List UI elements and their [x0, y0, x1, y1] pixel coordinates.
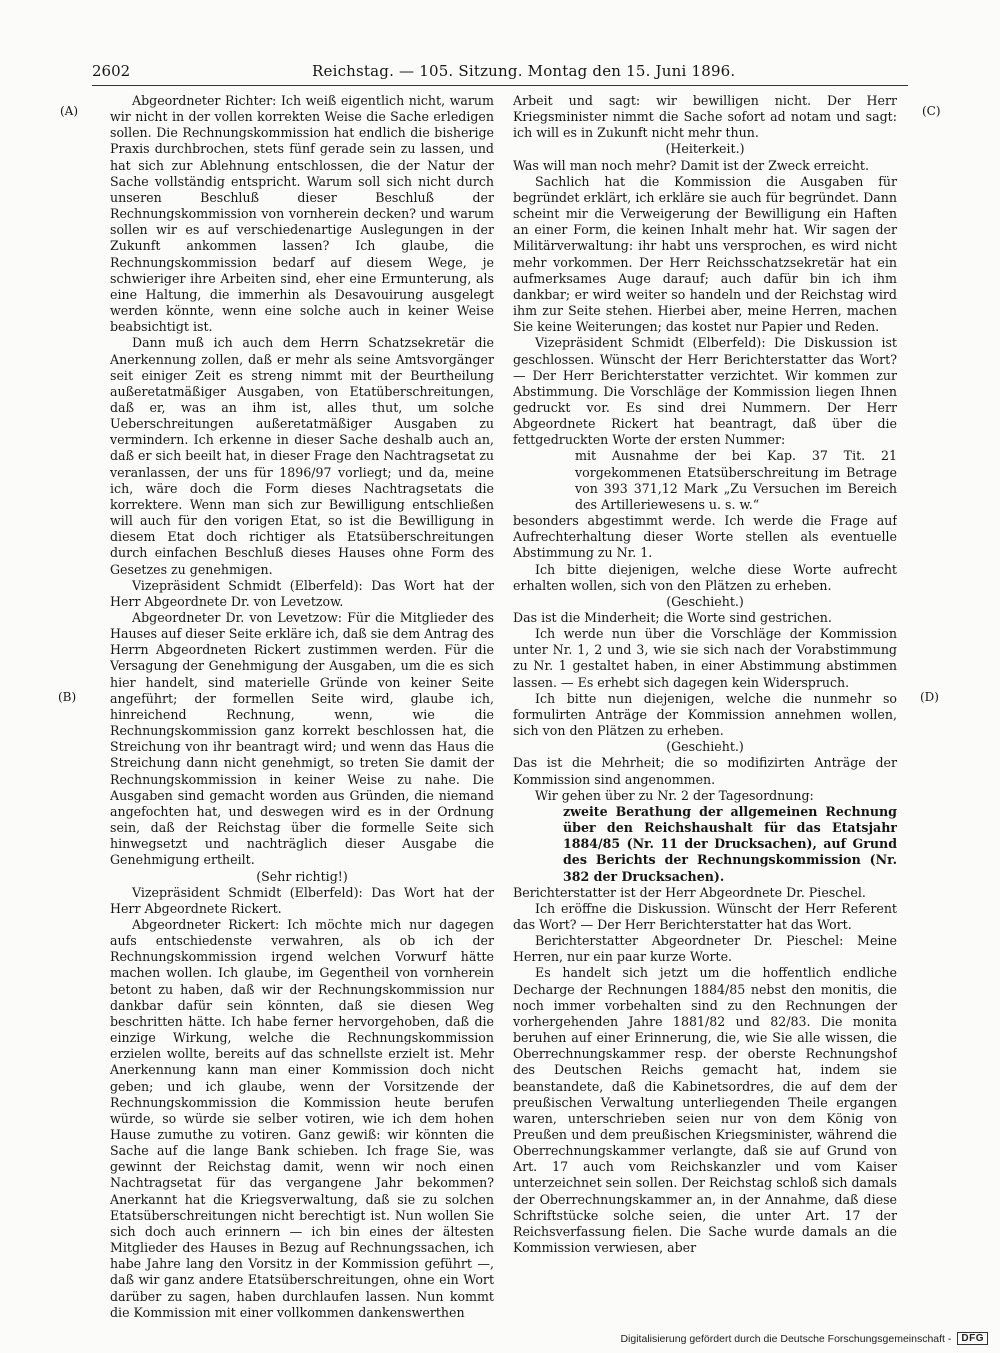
- right-column: [513, 93, 897, 1323]
- page-header: [0, 60, 1000, 86]
- margin-marker-b: (B): [58, 690, 77, 704]
- paragraph: Wir gehen über zu Nr. 2 der Tagesordnung:: [535, 787, 814, 803]
- paragraph: Abgeordneter Rickert: Ich möchte mich nur dagegen aufs entschiedenste verwahren, als ob ich der Rechnungskommission irgend welchen Vorwurf hätte machen wollen. Ich glaube, im Gegentheil von vornherein betont zu haben, daß wir der Rechnungskommission nur dankbar dafür sein könnten, daß sie diesen Weg beschritten hätte. Ich habe ferner hervorgehoben, daß die einzige Wirkung, welche die Rechnungskommission erzielen wollte, bereits auf das schnellste erzielt ist. Mehr Anerkennung kann man einer Kommission doch nicht geben; und ich glaube, wenn der Vorsitzende der Rechnungskommission die Kommission heute berufen würde, so würde sie selber votiren, wie ich dem hohen Hause zumuthe zu votiren. Ganz gewiß: wir könnten die Sache auf die lange Bank schieben. Ich frage Sie, was gewinnt der Reichstag damit, wenn wir noch einen Nachtragsetat für das vergangene Jahr bekommen? Anerkannt hat die Kriegsverwaltung, daß sie zu solchen Etatsüberschreitungen nicht berechtigt ist. Nun wollen Sie sich doch auch erinnern — ich bin eines der ältesten Mitglieder des Hauses in Bezug auf Rechnungssachen, ich habe Jahre lang den Vorsitz in der Kommission geführt —, daß wir ganz andere Etatsüberschreitungen, ohne ein Wort darüber zu sagen, haben durchlaufen lassen. Nun kommt die Kommission mit einer vollkommen dankenswerthen: [110, 916, 494, 1320]
- header-rule: [92, 85, 908, 86]
- agenda-item: [513, 804, 897, 885]
- footer: [620, 1332, 988, 1345]
- paragraph: Das ist die Mehrheit; die so modifizirten Anträge der Kommission sind angenommen.: [513, 755, 897, 787]
- paragraph: Berichterstatter ist der Herr Abgeordnete Dr. Pieschel.: [513, 884, 866, 900]
- margin-marker-c: (C): [922, 104, 941, 118]
- interjection: (Heiterkeit.): [665, 141, 745, 157]
- paragraph: Berichterstatter Abgeordneter Dr. Pieschel: Meine Herren, nur ein paar kurze Worte.: [513, 933, 897, 965]
- paragraph: Ich werde nun über die Vorschläge der Kommission unter Nr. 1, 2 und 3, wie sie sich nach der Vorabstimmung zu Nr. 1 gestaltet haben, in einer Abstimmung abstimmen lassen. — Es erhebt sich dagegen kein Widerspruch.: [513, 626, 897, 690]
- running-title: Reichstag. — 105. Sitzung. Montag den 15. Juni 1896.: [312, 62, 736, 80]
- paragraph: Arbeit und sagt: wir bewilligen nicht. Der Herr Kriegsminister nimmt die Sache sofort ad notam und sagt: ich will es in Zukunft nicht mehr thun.: [513, 93, 897, 141]
- paragraph: besonders abgestimmt werde. Ich werde die Frage auf Aufrechterhaltung dieser Worte stellen als eventuelle Abstimmung zu Nr. 1.: [513, 513, 897, 561]
- paragraph: Ich bitte diejenigen, welche diese Worte aufrecht erhalten wollen, sich von den Plätzen zu erheben.: [513, 561, 897, 593]
- paragraph: Vizepräsident Schmidt (Elberfeld): Das Wort hat der Herr Abgeordnete Dr. von Levetzow.: [110, 577, 494, 609]
- left-column: [110, 93, 494, 1323]
- paragraph: Ich eröffne die Diskussion. Wünscht der Herr Referent das Wort? — Der Herr Berichterstatter hat das Wort.: [513, 900, 897, 932]
- paragraph: Was will man noch mehr? Damit ist der Zweck erreicht.: [513, 157, 870, 173]
- margin-marker-a: (A): [60, 104, 79, 118]
- paragraph: Abgeordneter Richter: Ich weiß eigentlich nicht, warum wir nicht in der vollen korrekten Weise die Sache erledigen sollen. Die Rechnungskommission hat endlich die bisherige Praxis durchbrochen, stets fünf gerade sein zu lassen, und hat sich zur Ablehnung entschlossen, die der Natur der Sache vollständig entspricht. Warum soll sich nicht durch unseren Beschluß dieser Beschluß der Rechnungskommission von vornherein decken? und warum sollen wir es auf verschiedenartige Auslegungen in der Zukunft ankommen lassen? Ich glaube, die Rechnungskommission bedarf auf diesem Wege, je schwieriger ihre Arbeiten sind, eher eine Ermunterung, als eine Haltung, die immerhin als Desavouirung ausgelegt werden könnte, wenn eine solche auch in keiner Weise beabsichtigt ist.: [110, 93, 494, 335]
- paragraph: Sachlich hat die Kommission die Ausgaben für begründet erklärt, ich erkläre sie auch für begründet. Dann scheint mir die Verweigerung der Bewilligung ein Haften an einer Form, die keinen Inhalt mehr hat. Wir sagen der Militärverwaltung: ihr habt uns versprochen, es wird nicht mehr vorkommen. Der Herr Reichsschatzsekretär hat ein aufmerksames Auge darauf; auch dafür bin ich ihm dankbar; er wird weiter so handeln und der Reichstag wird ihm zur Seite stehen. Hierbei aber, meine Herren, machen Sie keine Weiterungen; das kostet nur Papier und Reden.: [513, 173, 897, 335]
- margin-marker-d: (D): [920, 690, 939, 704]
- paragraph: Es handelt sich jetzt um die hoffentlich endliche Decharge der Rechnungen 1884/85 nebst den monitis, die noch immer vorbehalten sind zu den Rechnungen der vorhergehenden Jahre 1881/82 und 82/83. Die monita beruhen auf einer Erinnerung, die, wie Sie alle wissen, die Oberrechnungskammer resp. der oberste Rechnungshof des Deutschen Reichs gemacht hat, indem sie beanstandete, daß die Kabinetsordres, die auf dem der preußischen Verwaltung unterliegenden Theile ergangen waren, unterschrieben seien nur von dem König von Preußen und dem preußischen Kriegsminister, während die Oberrechnungskammer verlangte, daß sie auf Grund von Art. 17 auch vom Reichskanzler und vom Kaiser unterzeichnet sein sollen. Der Reichstag schloß sich damals der Oberrechnungskammer an, in der Annahme, daß diese Schriftstücke solche seien, die unter Art. 17 der Reichsverfassung fielen. Die Sache wurde damals an die Kommission verwiesen, aber: [513, 965, 897, 1256]
- quoted-passage: mit Ausnahme der bei Kap. 37 Tit. 21 vorgekommenen Etatsüberschreitung im Betrage von 393 371,12 Mark „Zu Versuchen im Bereich des Artilleriewesens u. s. w.“: [575, 448, 897, 512]
- page-number: 2602: [92, 62, 131, 80]
- agenda-item-text: zweite Berathung der allgemeinen Rechnung über den Reichshaushalt für das Etatsjahr 1884/85 (Nr. 11 der Drucksachen), auf Grund des Berichts der Rechnungskommission (Nr. 382 der Drucksachen).: [563, 803, 897, 884]
- paragraph: Abgeordneter Dr. von Levetzow: Für die Mitglieder des Hauses auf dieser Seite erkläre ich, daß sie dem Antrag des Herrn Abgeordneten Rickert zustimmen werden. Für die Versagung der Genehmigung der Ausgaben, um die es sich hier handelt, sind materielle Gründe von keiner Seite angeführt; der formellen Seite wird, glaube ich, hinreichend Rechnung, wenn, wie die Rechnungskommission ganz korrekt beschlossen hat, die Streichung von ihr beantragt wird; und wenn das Haus die Streichung dann nicht genehmigt, so treten Sie damit der Rechnungskommission in keiner Weise zu nahe. Die Ausgaben sind gemacht worden aus Gründen, die niemand angefochten hat, und deswegen wird es in der Ordnung sein, daß der Reichstag über die formelle Seite sich hinwegsetzt und nachträglich dieser Ausgabe die Genehmigung ertheilt.: [110, 610, 494, 868]
- paragraph: Vizepräsident Schmidt (Elberfeld): Die Diskussion ist geschlossen. Wünscht der Herr Berichterstatter das Wort? — Der Herr Berichterstatter verzichtet. Wir kommen zur Abstimmung. Die Vorschläge der Kommission liegen Ihnen gedruckt vor. Es sind drei Nummern. Der Herr Abgeordnete Rickert hat beantragt, daß über die fettgedruckten Worte der ersten Nummer:: [513, 335, 897, 448]
- paragraph: Ich bitte nun diejenigen, welche die nunmehr so formulirten Anträge der Kommission annehmen wollen, sich von den Plätzen zu erheben.: [513, 690, 897, 739]
- interjection: (Geschieht.): [666, 593, 744, 609]
- dfg-logo: DFG: [957, 1332, 988, 1345]
- paragraph: Dann muß ich auch dem Herrn Schatzsekretär die Anerkennung zollen, daß er mehr als seine Amtsvorgänger seit einiger Zeit es streng nimmt mit der Beurtheilung außeretatmäßiger Ausgaben, von Etatüberschreitungen, daß er, was an ihm ist, alles thut, um solche Ueberschreitungen außeretatmäßiger Ausgaben zu vermindern. Ich erkenne in dieser Sache deshalb auch an, daß er sich beeilt hat, in dieser Frage den Nachtragsetat zu veranlassen, der uns für 1896/97 vorliegt; und da, meine ich, wäre doch die Form dieses Nachtragsetats die korrektere. Wenn man sich zur Bewilligung entschließen will auch für den vorigen Etat, so ist die Bewilligung in diesem Etat doch richtiger als Etatsüberschreitungen durch einfachen Beschluß dieses Hauses ohne Form des Gesetzes zu genehmigen.: [110, 335, 494, 577]
- footer-text: Digitalisierung gefördert durch die Deutsche Forschungsgemeinschaft -: [620, 1332, 952, 1345]
- paragraph: Vizepräsident Schmidt (Elberfeld): Das Wort hat der Herr Abgeordnete Rickert.: [110, 884, 494, 916]
- interjection: (Geschieht.): [666, 739, 744, 755]
- paragraph: Das ist die Minderheit; die Worte sind gestrichen.: [513, 610, 832, 625]
- interjection: (Sehr richtig!): [256, 868, 348, 884]
